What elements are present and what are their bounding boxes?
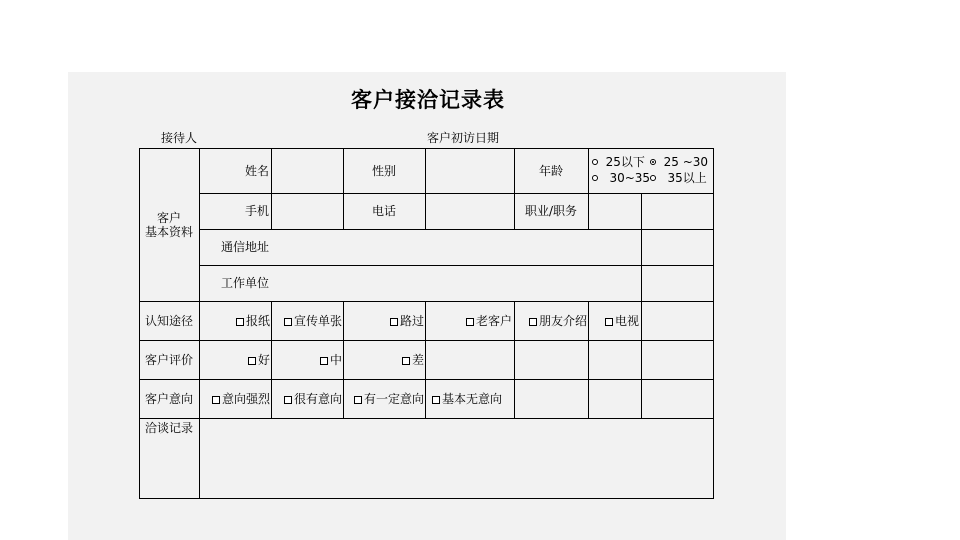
age-option-2[interactable]: 30~35 bbox=[592, 171, 650, 185]
age-option-3[interactable]: 35以上 bbox=[650, 171, 707, 185]
label-occupation: 职业/职务 bbox=[524, 204, 578, 218]
occupation-input[interactable] bbox=[589, 194, 641, 229]
section-rating: 客户评价 bbox=[144, 353, 193, 367]
label-mobile: 手机 bbox=[244, 204, 269, 218]
radio-selected-icon bbox=[650, 159, 656, 165]
visit-date-label: 客户初访日期 bbox=[427, 131, 500, 145]
receptionist-label: 接待人 bbox=[161, 131, 198, 145]
radio-icon bbox=[592, 175, 598, 181]
checkbox-icon bbox=[402, 357, 410, 365]
radio-icon bbox=[592, 159, 598, 165]
label-workplace: 工作单位 bbox=[220, 276, 269, 290]
section-notes: 洽谈记录 bbox=[144, 421, 193, 435]
checkbox-icon bbox=[320, 357, 328, 365]
section-intention: 客户意向 bbox=[144, 392, 193, 406]
checkbox-icon bbox=[284, 318, 292, 326]
checkbox-icon bbox=[354, 396, 362, 404]
checkbox-icon bbox=[390, 318, 398, 326]
checkbox-icon bbox=[432, 396, 440, 404]
rating-option-2[interactable]: 差 bbox=[344, 353, 424, 367]
channel-option-5[interactable]: 电视 bbox=[589, 314, 639, 328]
mobile-input[interactable] bbox=[272, 194, 343, 229]
label-address: 通信地址 bbox=[220, 240, 269, 254]
intention-option-2[interactable]: 有一定意向 bbox=[344, 392, 424, 406]
address-input[interactable] bbox=[272, 230, 641, 265]
checkbox-icon bbox=[236, 318, 244, 326]
label-gender: 性别 bbox=[371, 164, 396, 178]
workplace-input[interactable] bbox=[272, 266, 641, 301]
intention-option-3[interactable]: 基本无意向 bbox=[432, 392, 502, 406]
channel-option-1[interactable]: 宣传单张 bbox=[272, 314, 342, 328]
name-input[interactable] bbox=[272, 149, 343, 193]
checkbox-icon bbox=[466, 318, 474, 326]
label-name: 姓名 bbox=[244, 164, 269, 178]
intention-option-1[interactable]: 很有意向 bbox=[272, 392, 342, 406]
checkbox-icon bbox=[284, 396, 292, 404]
age-option-0[interactable]: 25以下 bbox=[592, 155, 645, 169]
checkbox-icon bbox=[212, 396, 220, 404]
checkbox-icon bbox=[248, 357, 256, 365]
label-age: 年龄 bbox=[538, 164, 563, 178]
section-customer-info: 客户 bbox=[156, 211, 181, 225]
section-customer-info-line2: 基本资料 bbox=[144, 225, 193, 239]
channel-option-3[interactable]: 老客户 bbox=[426, 314, 512, 328]
age-option-1[interactable]: 25 ~30 bbox=[650, 155, 708, 169]
radio-icon bbox=[650, 175, 656, 181]
gender-input[interactable] bbox=[426, 149, 514, 193]
form-title: 客户接洽记录表 bbox=[351, 87, 505, 112]
channel-option-0[interactable]: 报纸 bbox=[200, 314, 270, 328]
rating-option-1[interactable]: 中 bbox=[272, 353, 342, 367]
rating-option-0[interactable]: 好 bbox=[200, 353, 270, 367]
label-phone: 电话 bbox=[371, 204, 396, 218]
channel-option-2[interactable]: 路过 bbox=[344, 314, 424, 328]
checkbox-icon bbox=[605, 318, 613, 326]
section-channel: 认知途径 bbox=[144, 314, 193, 328]
phone-input[interactable] bbox=[426, 194, 514, 229]
notes-input[interactable] bbox=[200, 419, 713, 498]
intention-option-0[interactable]: 意向强烈 bbox=[200, 392, 270, 406]
checkbox-icon bbox=[529, 318, 537, 326]
channel-option-4[interactable]: 朋友介绍 bbox=[515, 314, 587, 328]
